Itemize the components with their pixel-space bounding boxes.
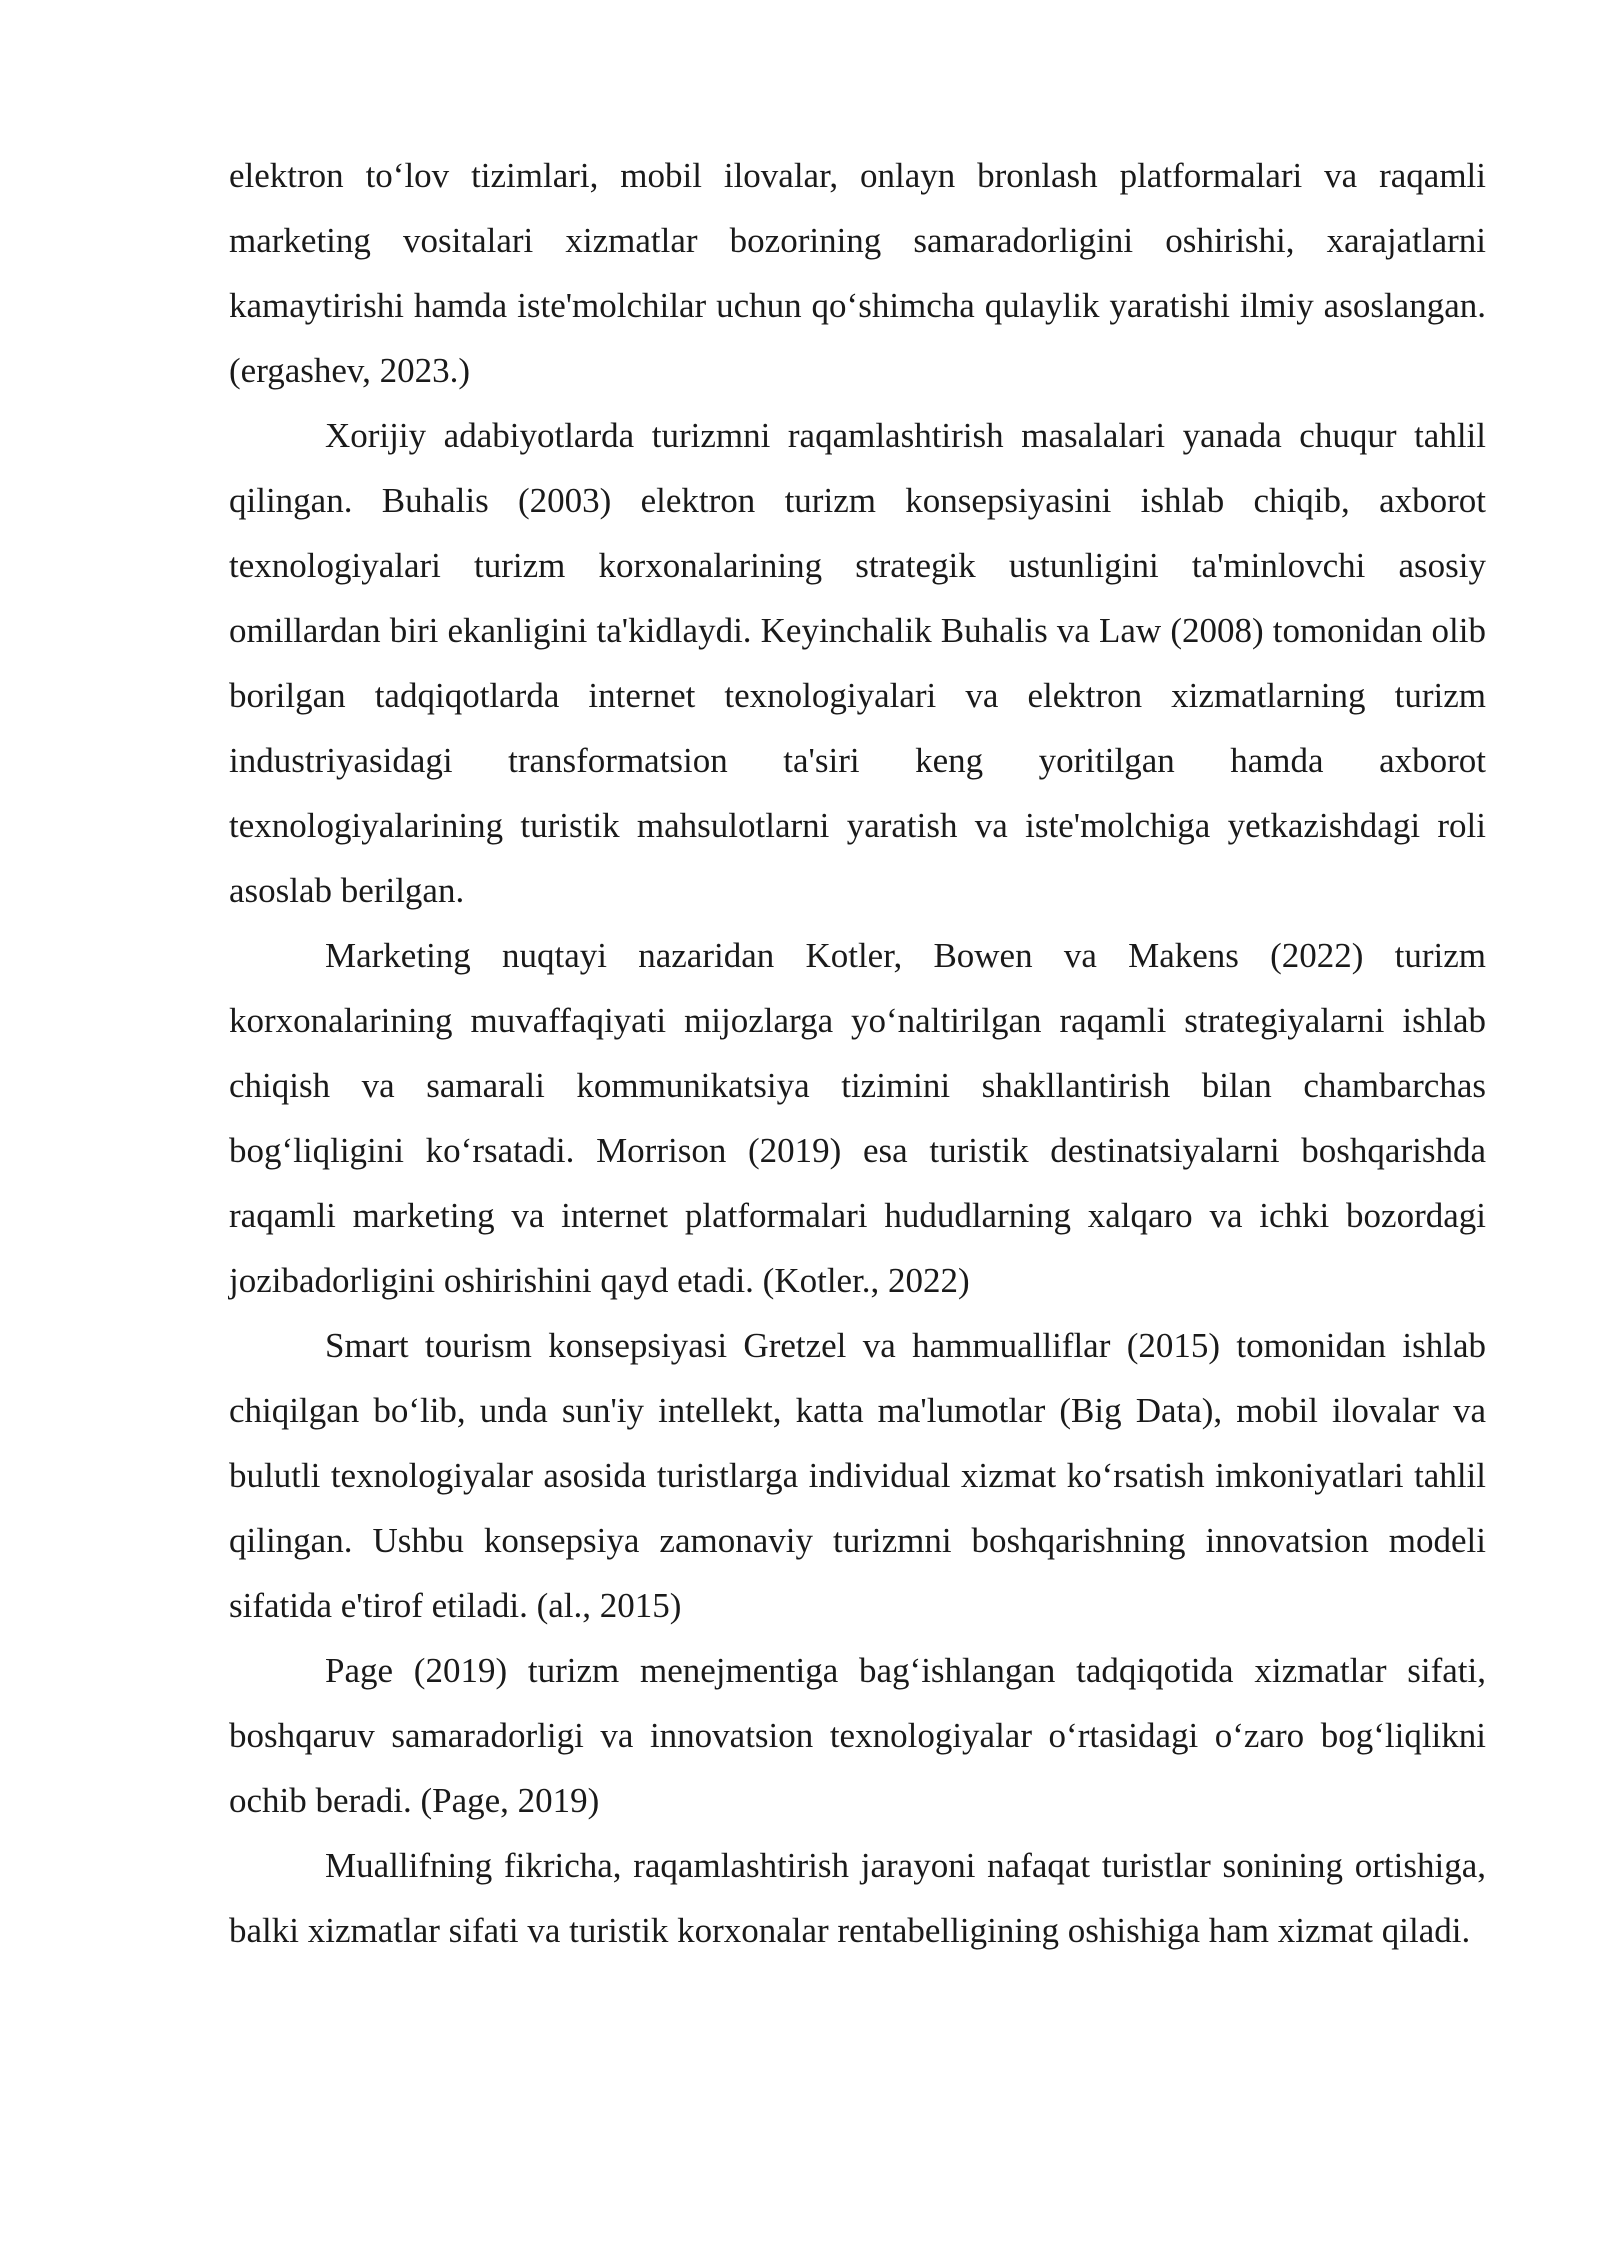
- paragraph-author-opinion: Muallifning fikricha, raqamlashtirish jarayoni nafaqat turistlar sonining ortishiga, balki xizmatlar sifati va turistik korxonalar rentabelligining oshishiga ham xizmat qiladi.: [229, 1846, 1486, 1950]
- paragraph-foreign-literature: Xorijiy adabiyotlarda turizmni raqamlashtirish masalalari yanada chuqur tahlil qilingan. Buhalis (2003) elektron turizm konsepsiyasini ishlab chiqib, axborot texnologiyalari turizm korxonalarining strategik ustunligini ta'minlovchi asosiy omillardan biri ekanligini ta'kidlaydi. Keyinchalik Buhalis va Law (2008) tomonidan olib borilgan tadqiqotlarda internet texnologiyalari va elektron xizmatlarning turizm industriyasidagi transformatsion ta'siri keng yoritilgan hamda axborot texnologiyalarining turistik mahsulotlarni yaratish va iste'molchiga yetkazishdagi roli asoslab berilgan.: [229, 416, 1486, 910]
- paragraph-continuation: elektron to‘lov tizimlari, mobil ilovalar, onlayn bronlash platformalari va raqamli marketing vositalari xizmatlar bozorining samaradorligini oshirishi, xarajatlarni kamaytirishi hamda iste'molchilar uchun qo‘shimcha qulaylik yaratishi ilmiy asoslangan. (ergashev, 2023.): [229, 156, 1486, 390]
- paragraph-smart-tourism: Smart tourism konsepsiyasi Gretzel va hammualliflar (2015) tomonidan ishlab chiqilgan bo‘lib, unda sun'iy intellekt, katta ma'lumotlar (Big Data), mobil ilovalar va bulutli texnologiyalar asosida turistlarga individual xizmat ko‘rsatish imkoniyatlari tahlil qilingan. Ushbu konsepsiya zamonaviy turizmni boshqarishning innovatsion modeli sifatida e'tirof etiladi. (al., 2015): [229, 1326, 1486, 1625]
- document-body: [229, 143, 1486, 1963]
- paragraph-marketing: Marketing nuqtayi nazaridan Kotler, Bowen va Makens (2022) turizm korxonalarining muvaffaqiyati mijozlarga yo‘naltirilgan raqamli strategiyalarni ishlab chiqish va samarali kommunikatsiya tizimini shakllantirish bilan chambarchas bog‘liqligini ko‘rsatadi. Morrison (2019) esa turistik destinatsiyalarni boshqarishda raqamli marketing va internet platformalari hududlarning xalqaro va ichki bozordagi jozibadorligini oshirishini qayd etadi. (Kotler., 2022): [229, 936, 1486, 1300]
- paragraph-page-2019: Page (2019) turizm menejmentiga bag‘ishlangan tadqiqotida xizmatlar sifati, boshqaruv samaradorligi va innovatsion texnologiyalar o‘rtasidagi o‘zaro bog‘liqlikni ochib beradi. (Page, 2019): [229, 1651, 1486, 1820]
